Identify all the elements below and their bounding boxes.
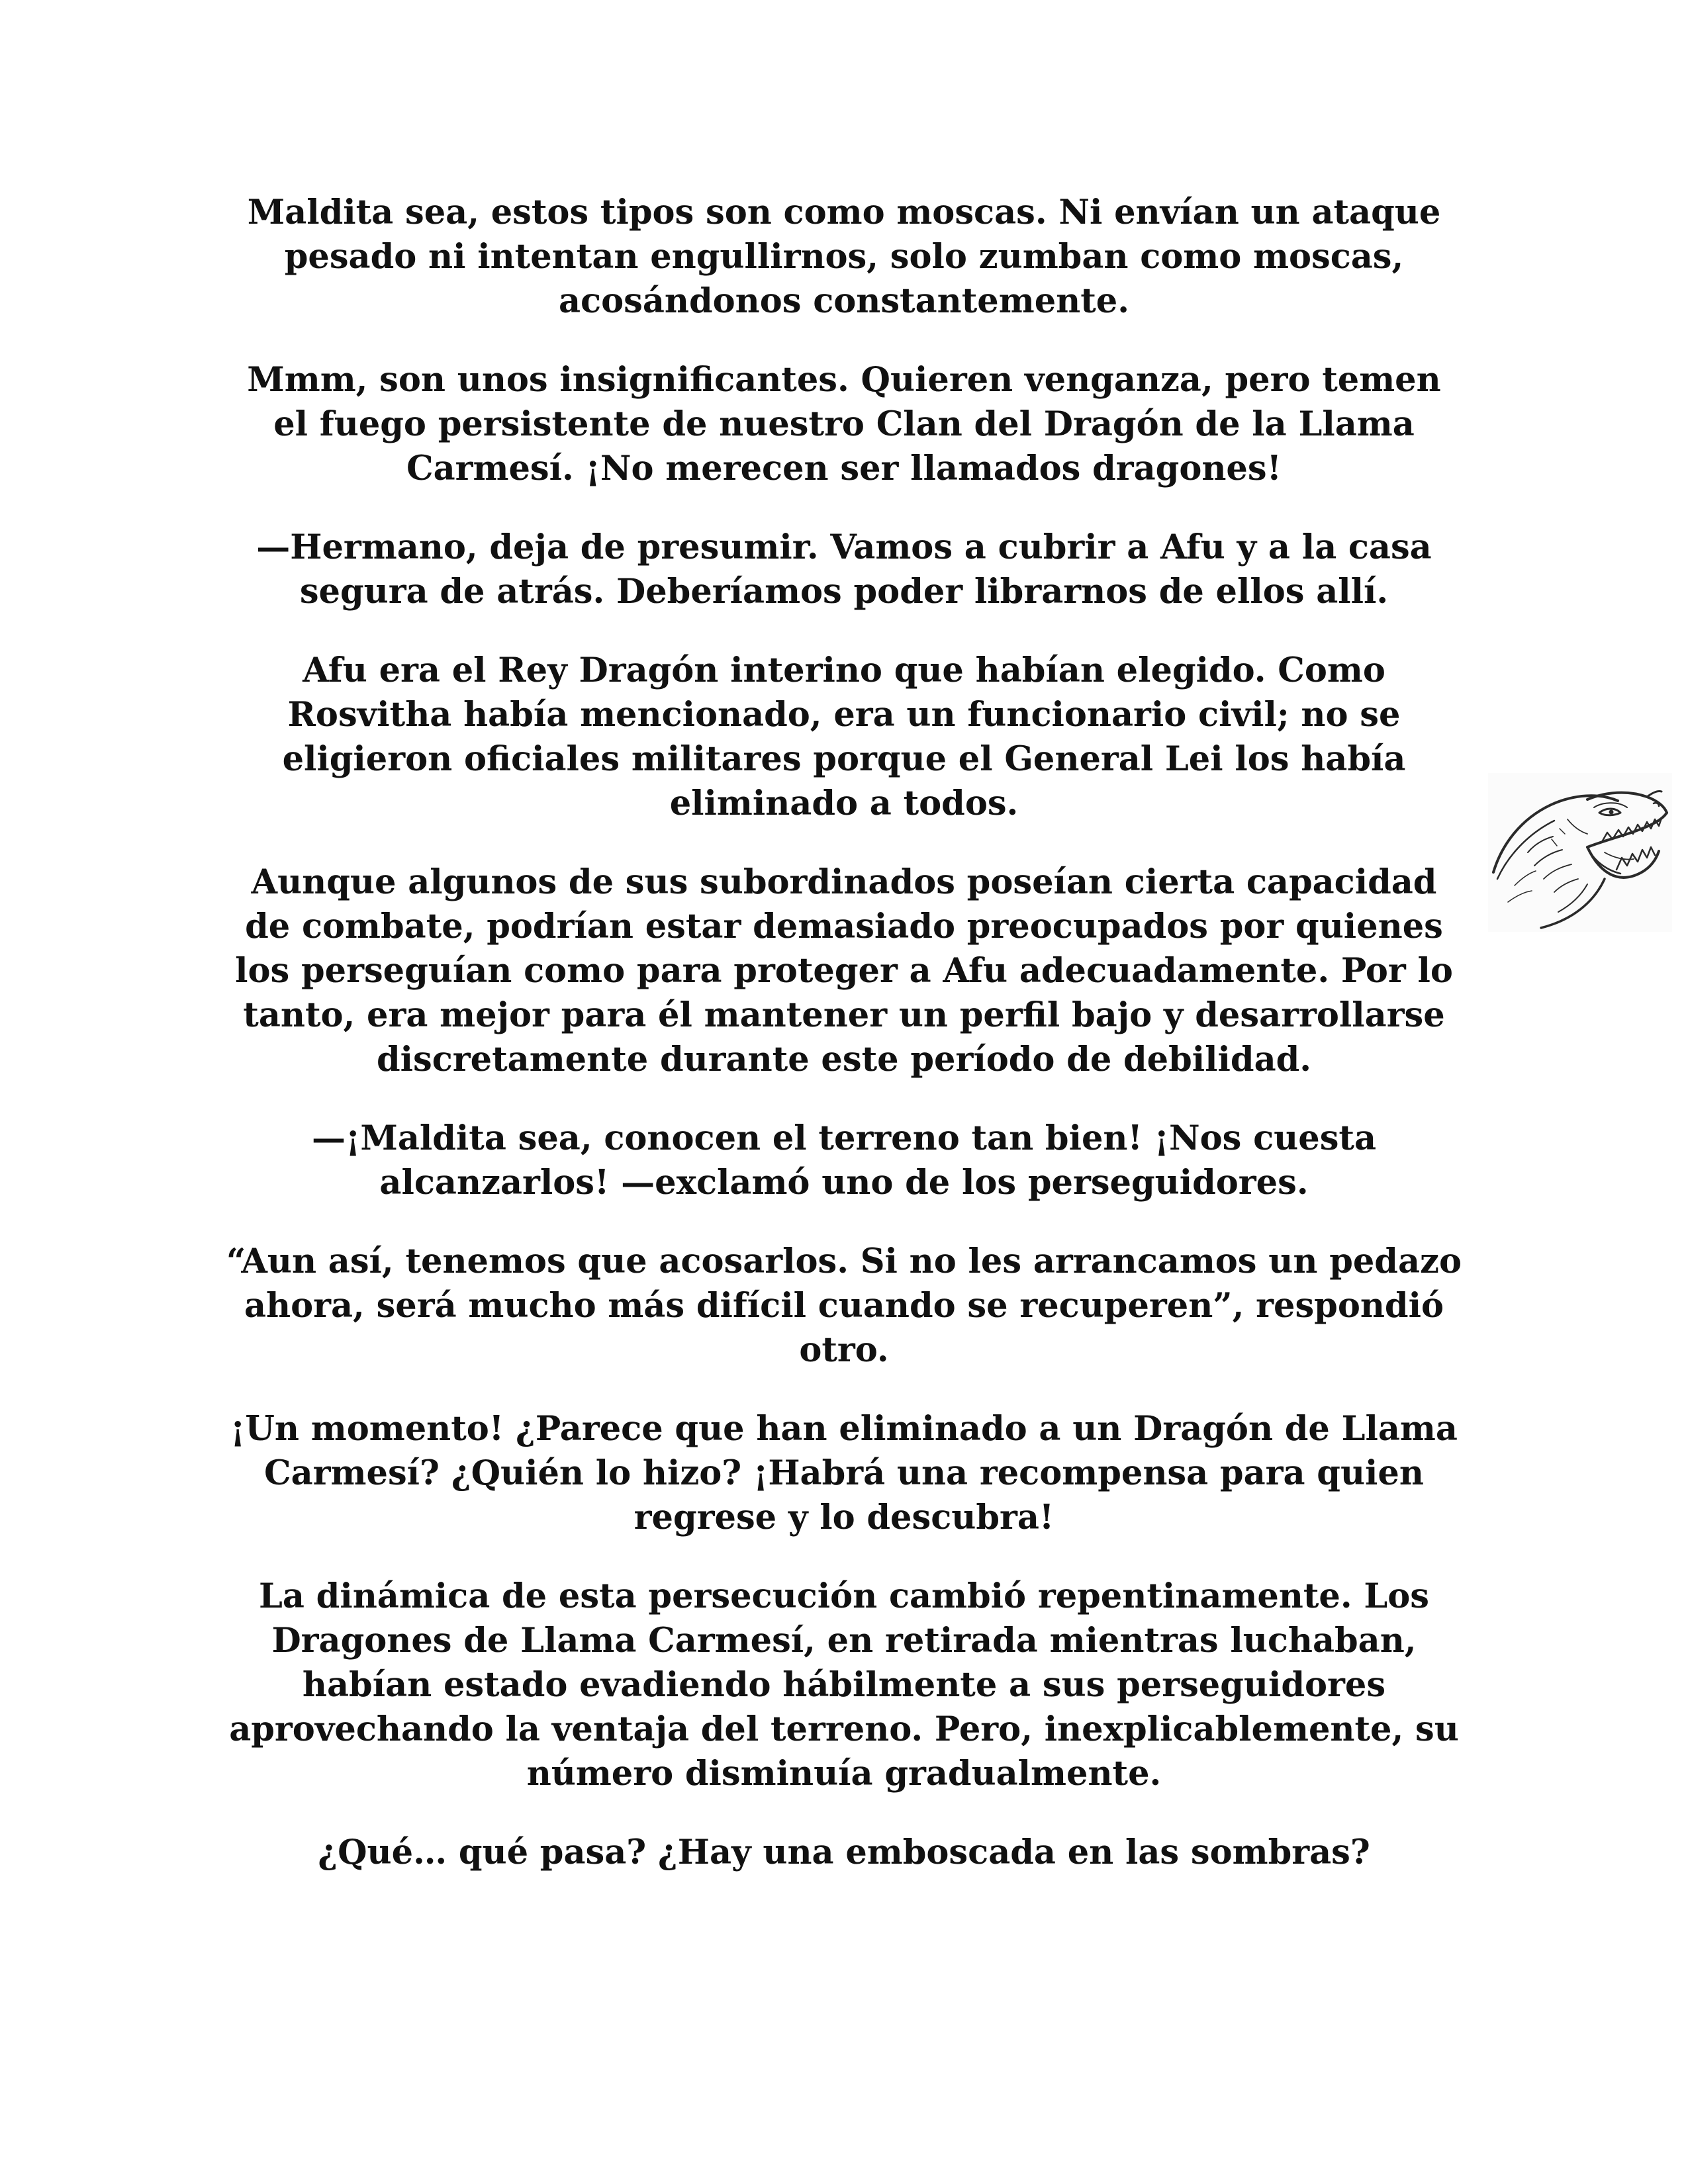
paragraph-2: Mmm, son unos insignificantes. Quieren venganza, pero temen el fuego persistente de nuestro Clan del Dragón de la Llama Carmesí. ¡No merecen ser llamados dragones! <box>247 360 1441 488</box>
body-text <box>225 191 1463 1909</box>
paragraph-7: “Aun así, tenemos que acosarlos. Si no les arrancamos un pedazo ahora, será mucho más difícil cuando se recuperen”, respondió otro. <box>226 1242 1462 1370</box>
paragraph-3: —Hermano, deja de presumir. Vamos a cubrir a Afu y a la casa segura de atrás. Deberíamos poder librarnos de ellos allí. <box>256 527 1432 612</box>
paragraph-6: —¡Maldita sea, conocen el terreno tan bien! ¡Nos cuesta alcanzarlos! —exclamó uno de los perseguidores. <box>311 1118 1377 1203</box>
paragraph-9: La dinámica de esta persecución cambió repentinamente. Los Dragones de Llama Carmesí, en retirada mientras luchaban, habían estado evadiendo hábilmente a sus perseguidores aprovechando la ventaja del terreno. Pero, inexplicablemente, su número disminuía gradualmente. <box>229 1576 1459 1794</box>
paragraph-10: ¿Qué… qué pasa? ¿Hay una emboscada en las sombras? <box>318 1833 1370 1872</box>
dragon-head-sketch-icon <box>1488 773 1672 932</box>
paragraph-5: Aunque algunos de sus subordinados poseían cierta capacidad de combate, podrían estar demasiado preocupados por quienes los perseguían como para proteger a Afu adecuadamente. Por lo tanto, era mejor para él mantener un perfil bajo y desarrollarse discretamente durante este período de debilidad. <box>235 862 1453 1079</box>
paragraph-1: Maldita sea, estos tipos son como moscas. Ni envían un ataque pesado ni intentan engullirnos, solo zumban como moscas, acosándonos constantemente. <box>247 193 1441 321</box>
paragraph-8: ¡Un momento! ¿Parece que han eliminado a un Dragón de Llama Carmesí? ¿Quién lo hizo? ¡Habrá una recompensa para quien regrese y lo descubra! <box>230 1409 1458 1537</box>
paragraph-4: Afu era el Rey Dragón interino que habían elegido. Como Rosvitha había mencionado, era un funcionario civil; no se eligieron oficiales militares porque el General Lei los había eliminado a todos. <box>282 651 1406 823</box>
